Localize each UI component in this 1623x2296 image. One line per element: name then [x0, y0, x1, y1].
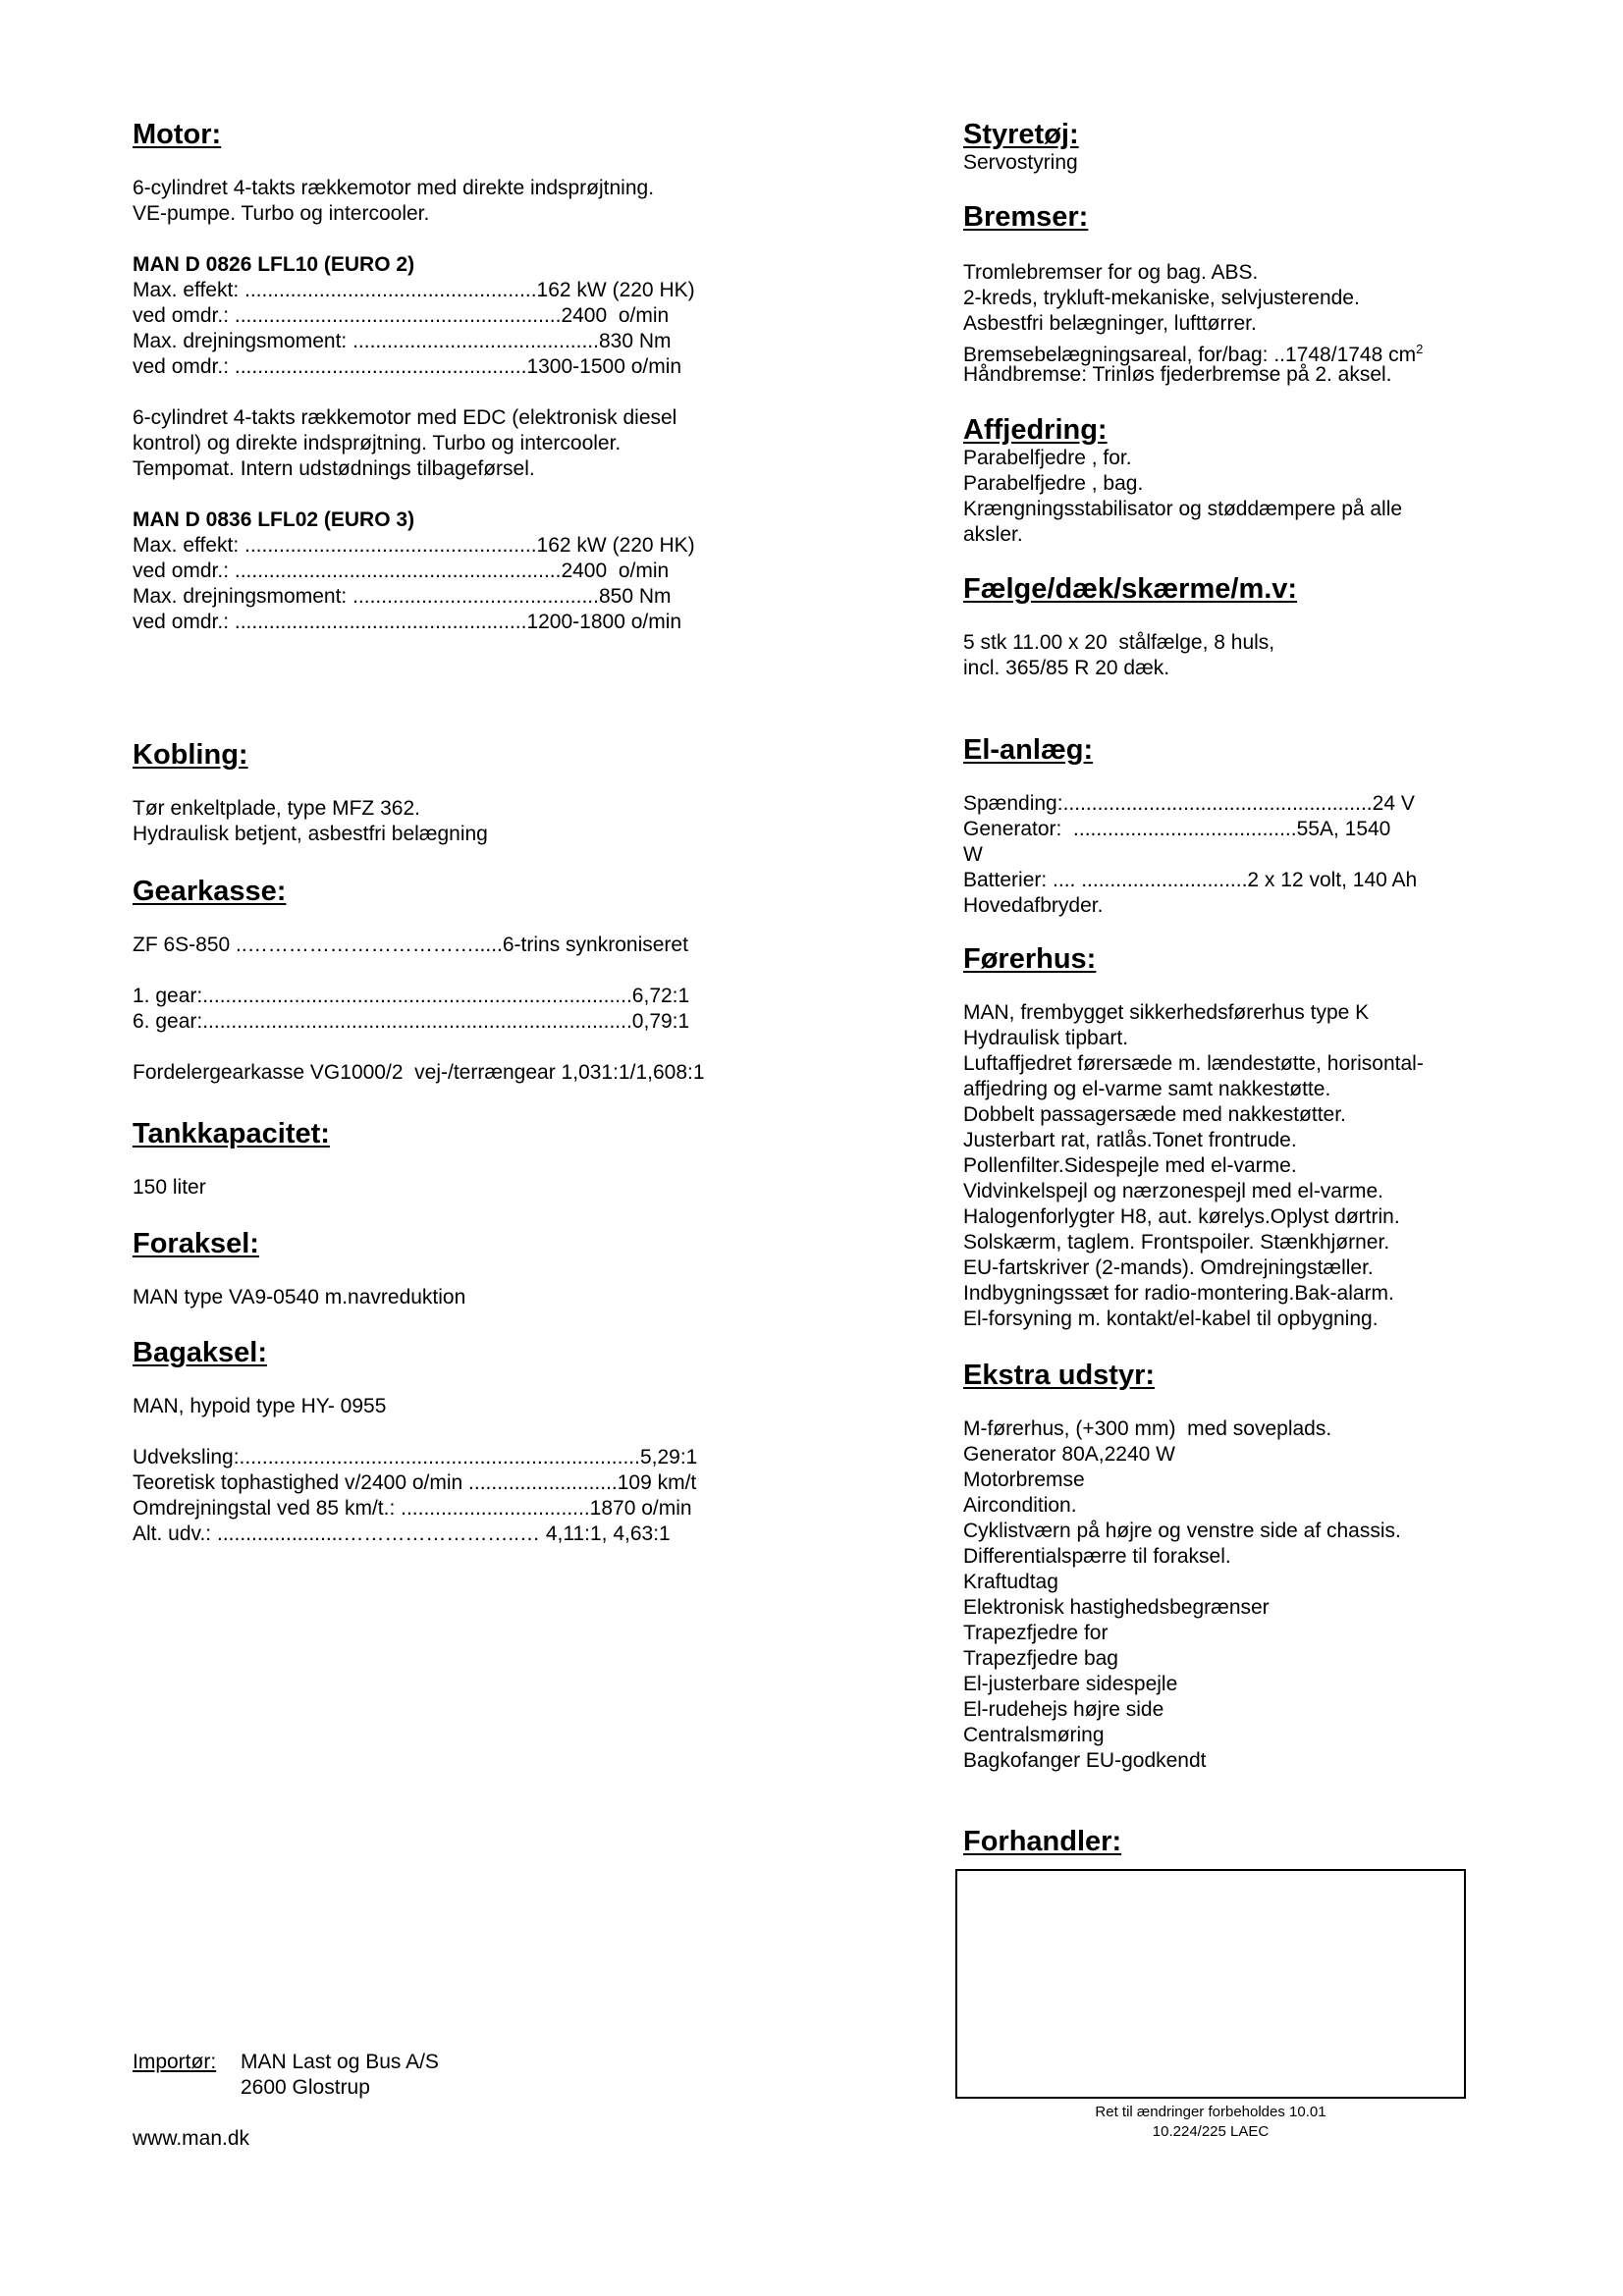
gearkasse-gears: 1. gear:...........................................................................6,72:1 6. gear:...........................................................................0,79:1 — [133, 985, 690, 1033]
dealer-stamp-box — [955, 1869, 1466, 2099]
styretoj-text: Servostyring — [963, 151, 1078, 174]
importer-name: MAN Last og Bus A/S — [241, 2051, 439, 2073]
ekstra-text: M-førerhus, (+300 mm) med soveplads. Generator 80A,2240 W Motorbremse Aircondition. Cyklistværn på højre og venstre side af chassis. Differentialspærre til foraksel. Kraftudtag Elektronisk hastighedsbegrænser Trapezfjedre for Trapezfjedre bag El-justerbare sidespejle El-rudehejs højre side Centralsmøring Bagkofanger EU-godkendt — [963, 1417, 1401, 1772]
tank-heading: Tankkapacitet: — [133, 1118, 330, 1149]
styretoj-heading: Styretøj: — [963, 119, 1079, 150]
engine-2-title: MAN D 0836 LFL02 (EURO 3) — [133, 508, 415, 531]
forerhus-text: MAN, frembygget sikkerhedsførerhus type K Hydraulisk tipbart. Luftaffjedret førersæde m. lændestøtte, horisontal- affjedring og el-varme samt nakkestøtte. Dobbelt passagersæde med nakkestøtter. Justerbart rat, ratlås.Tonet frontrude. Pollenfilter.Sidespejle med el-varme. Vidvinkelspejl og nærzonespejl med el-varme. Halogenforlygter H8, aut. kørelys.Oplyst dørtrin. Solskærm, taglem. Frontspoiler. Stænkhjørner. EU-fartskriver (2-mands). Omdrejningstæller. Indbygningssæt for radio-montering.Bak-alarm. El-forsyning m. kontakt/el-kabel til opbygning. — [963, 1001, 1424, 1330]
ekstra-heading: Ekstra udstyr: — [963, 1360, 1156, 1391]
engine-1-specs: Max. effekt: ...................................................162 kW (220 HK) ved omdr.: .........................................................2400 o/min Max. drejningsmoment: ...........................................830 Nm ved omdr.: ...................................................1300-1500 o/min — [133, 279, 695, 378]
bagaksel-heading: Bagaksel: — [133, 1337, 268, 1368]
website-link[interactable]: www.man.dk — [133, 2127, 250, 2150]
foraksel-heading: Foraksel: — [133, 1228, 259, 1259]
bremser-area: Bremsebelægningsareal, for/bag: ..1748/1748 $cm^2$ — [963, 342, 1424, 366]
bagaksel-text-1: MAN, hypoid type HY- 0955 — [133, 1395, 387, 1417]
bremser-hand: Håndbremse: Trinløs fjederbremse på 2. aksel. — [963, 363, 1392, 386]
elanlaeg-text: Spænding:......................................................24 V Generator: .......................................55A, 1540 W Batterier: .... .............................2 x 12 volt, 140 Ah Hovedafbryder. — [963, 792, 1418, 917]
foraksel-text: MAN type VA9-0540 m.navreduktion — [133, 1286, 466, 1308]
faelge-heading: Fælge/dæk/skærme/m.v: — [963, 573, 1298, 605]
affjedring-heading: Affjedring: — [963, 414, 1108, 446]
faelge-text: 5 stk 11.00 x 20 stålfælge, 8 huls, incl. 365/85 R 20 dæk. — [963, 631, 1275, 679]
elanlaeg-heading: El-anlæg: — [963, 734, 1094, 766]
footer-note: Ret til ændringer forbeholdes 10.01 10.224/225 LAEC — [1095, 2104, 1326, 2140]
kobling-heading: Kobling: — [133, 739, 248, 771]
engine-2-specs: Max. effekt: ...................................................162 kW (220 HK) ved omdr.: .........................................................2400 o/min Max. drejningsmoment: ...........................................850 Nm ved omdr.: ...................................................1200-1800 o/min — [133, 534, 695, 633]
bremser-text: Tromlebremser for og bag. ABS. 2-kreds, trykluft-mekaniske, selvjusterende. Asbestfri belægninger, lufttørrer. — [963, 261, 1360, 335]
tank-text: 150 liter — [133, 1176, 206, 1199]
engine-1-title: MAN D 0826 LFL10 (EURO 2) — [133, 253, 415, 276]
gearkasse-fordeler: Fordelergearkasse VG1000/2 vej-/terrængear 1,031:1/1,608:1 — [133, 1061, 705, 1084]
forerhus-heading: Førerhus: — [963, 943, 1097, 975]
kobling-text: Tør enkeltplade, type MFZ 362. Hydraulisk betjent, asbestfri belægning — [133, 797, 488, 845]
bagaksel-text-2: Udveksling:......................................................................5,29:1 Teoretisk tophastighed v/2400 o/min ..........................109 km/t Omdrejningstal ved 85 km/t.: .................................1870 o/min Alt. udv.: ......................……………………..… 4,11:1, 4,63:1 — [133, 1446, 698, 1545]
importer-label: Importør: — [133, 2051, 217, 2073]
motor-intro-1: 6-cylindret 4-takts rækkemotor med direkte indsprøjtning. VE-pumpe. Turbo og intercooler. — [133, 177, 655, 225]
forhandler-heading: Forhandler: — [963, 1826, 1122, 1857]
motor-heading: Motor: — [133, 119, 222, 150]
gearkasse-line-1: ZF 6S-850 ..…………………………….....6-trins synkroniseret — [133, 934, 688, 956]
affjedring-text: Parabelfjedre , for. Parabelfjedre , bag. Krængningsstabilisator og støddæmpere på alle aksler. — [963, 447, 1403, 546]
importer-address: 2600 Glostrup — [241, 2076, 370, 2099]
bremser-heading: Bremser: — [963, 201, 1089, 233]
motor-intro-2: 6-cylindret 4-takts rækkemotor med EDC (elektronisk diesel kontrol) og direkte indsprøjtning. Turbo og intercooler. Tempomat. Intern udstødnings tilbageførsel. — [133, 406, 677, 480]
gearkasse-heading: Gearkasse: — [133, 876, 287, 907]
